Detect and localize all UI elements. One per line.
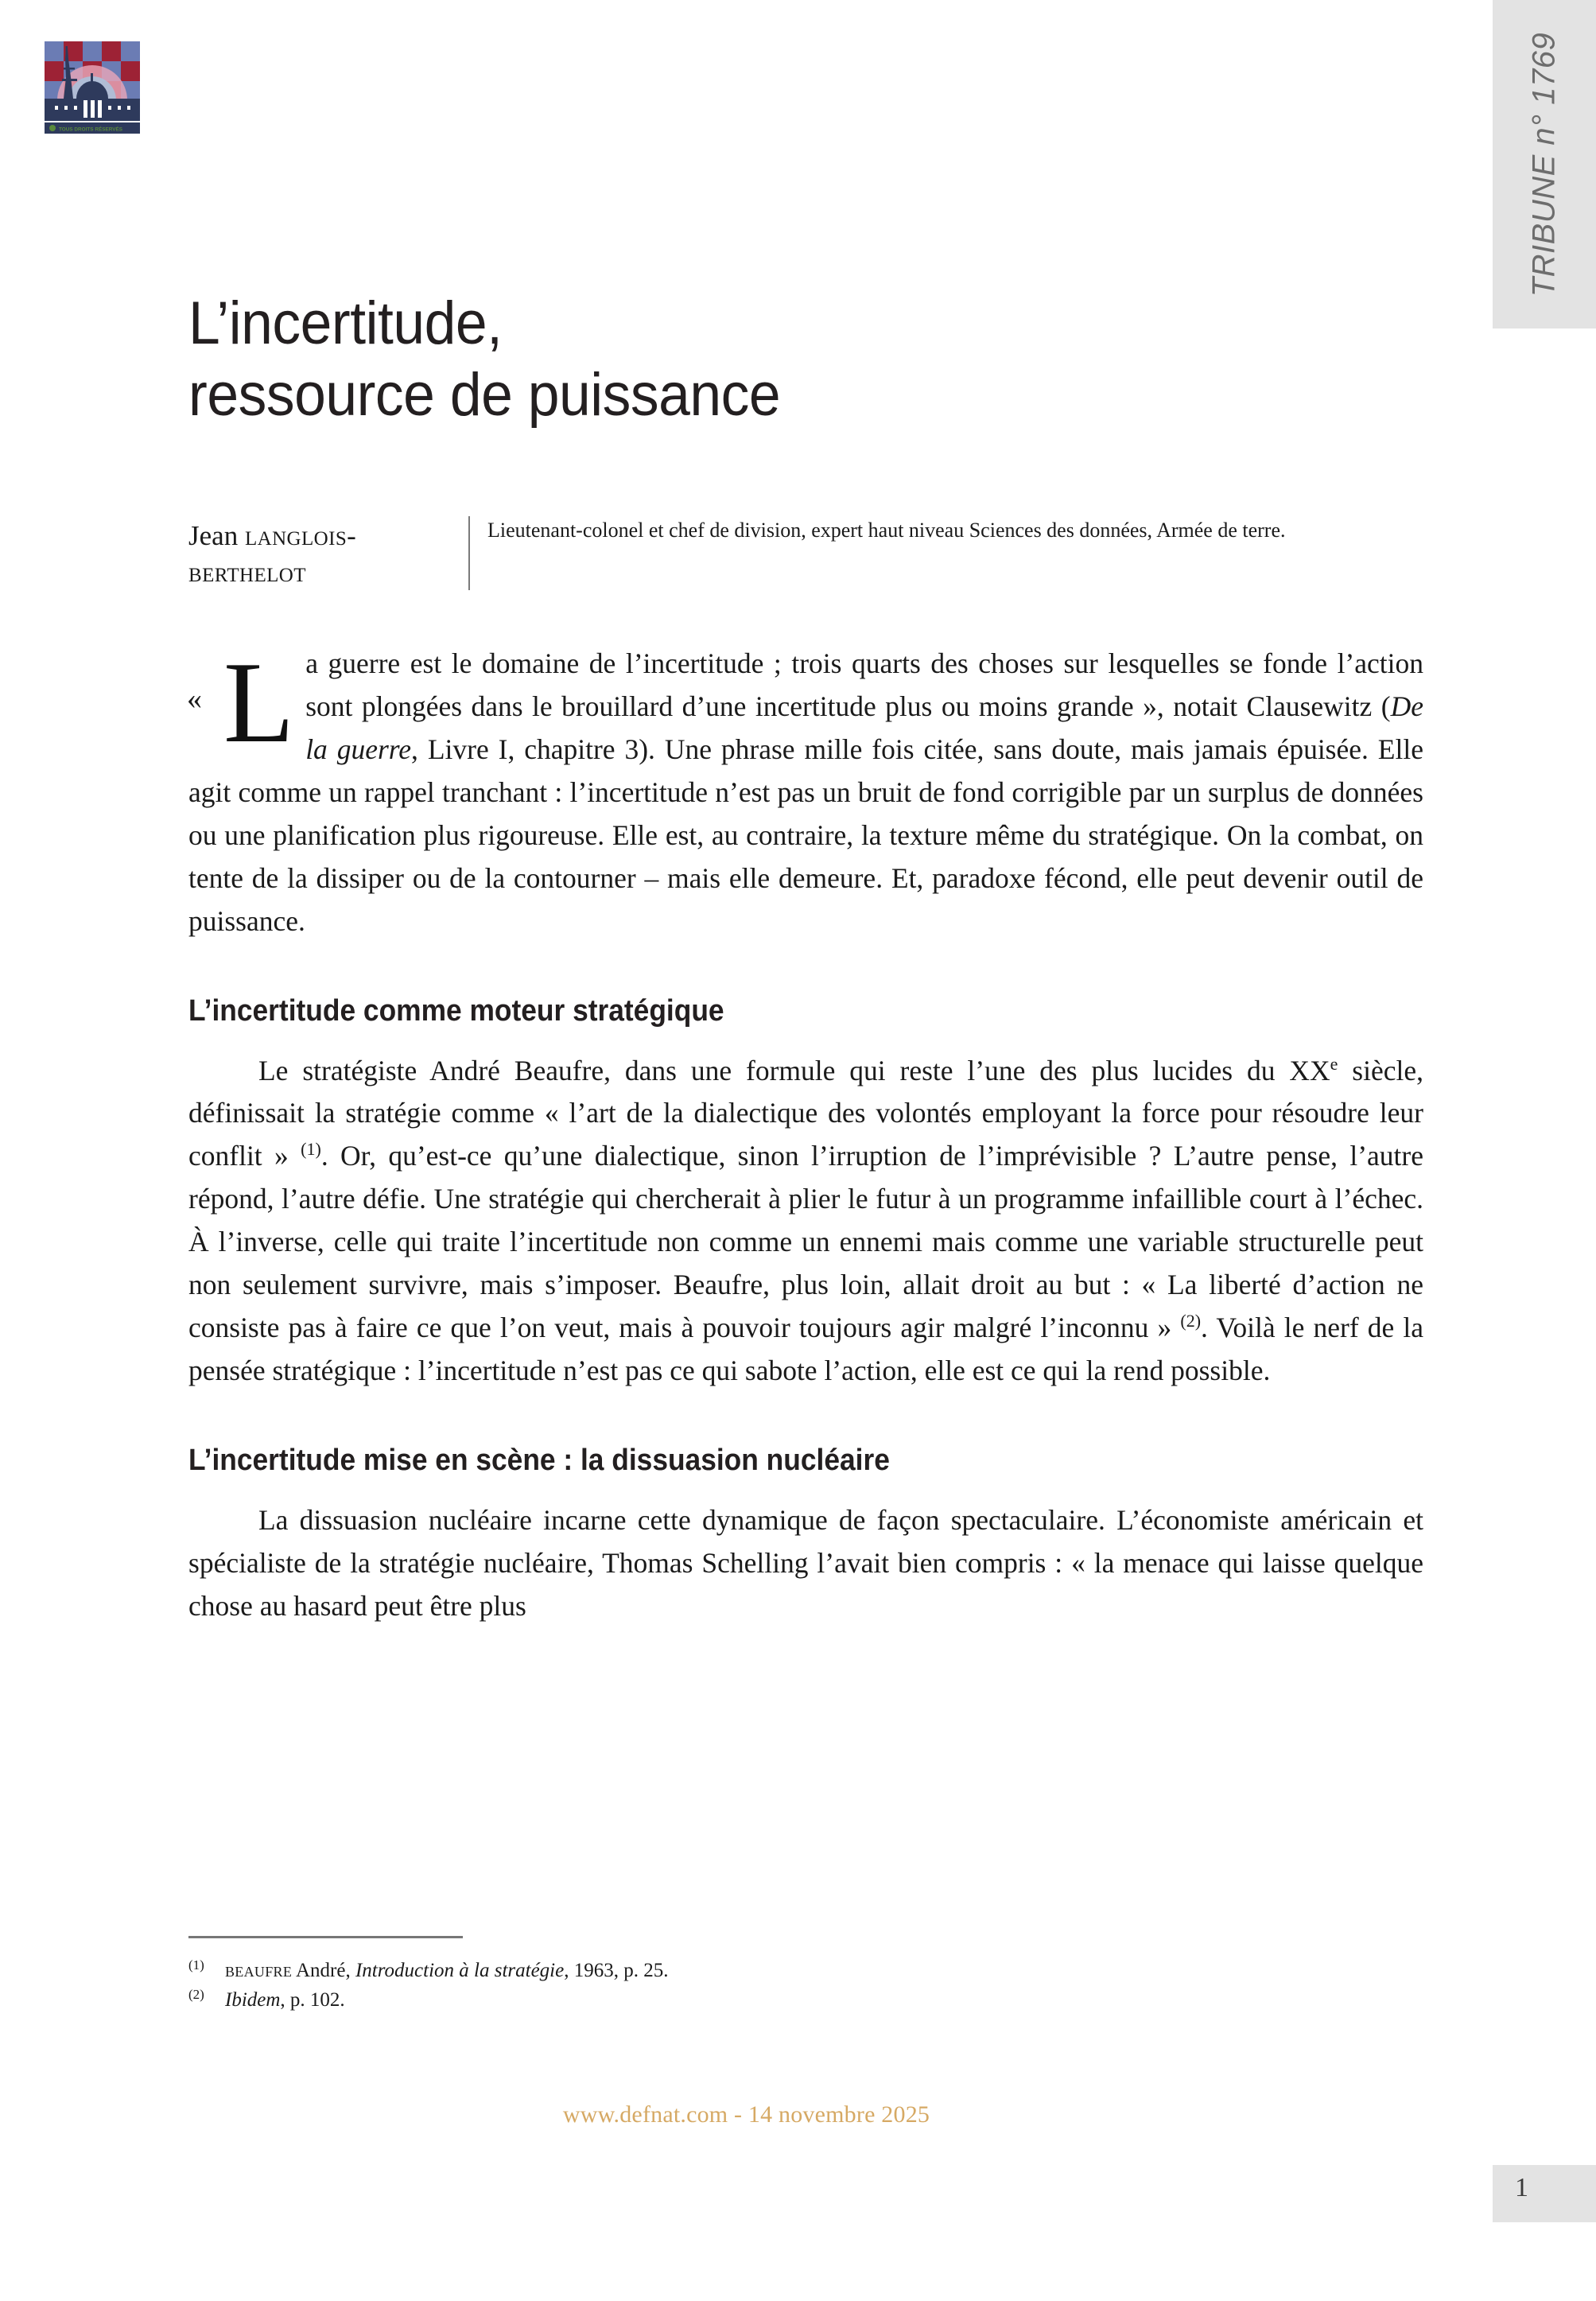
publisher-logo xyxy=(45,41,140,138)
footnote-2-post: , p. 102. xyxy=(280,1989,345,2011)
opening-guillemet: « xyxy=(187,682,202,717)
page-title xyxy=(188,0,1349,430)
logo-icon xyxy=(45,41,140,138)
tribune-number-tab xyxy=(1493,0,1596,328)
byline-divider xyxy=(468,516,470,590)
footnote-item xyxy=(188,1956,1423,1985)
lead-paragraph xyxy=(188,590,1423,943)
drop-cap: L xyxy=(223,638,295,768)
footnote-separator-rule xyxy=(188,1936,463,1938)
footer-url-and-date[interactable]: www.defnat.com - 14 novembre 2025 xyxy=(562,2101,930,2128)
footnote-1-post: , 1963, p. 25. xyxy=(564,1960,669,1981)
page-number-box xyxy=(1493,2165,1596,2222)
footnote-text-1 xyxy=(225,1956,1423,1985)
footnote-item xyxy=(188,1985,1423,2015)
footnote-marker-1: (1) xyxy=(188,1957,204,1973)
page-number: 1 xyxy=(1515,2173,1528,2202)
footnotes-block xyxy=(188,1936,1423,2015)
lead-text-part-2: , Livre I, chapitre 3). Une phrase mille fois citée, sans doute, mais jamais épuisée. Elle agit comme un rappel tranchant : l’incertitude n’est pas un bruit de fond corrigible par un surplus de données ou une planification plus rigoureuse. Elle est, au contraire, la texture même du stratégique. On la combat, on tente de la dissiper ou de la contourner – mais elle demeure. Et, paradoxe fécond, elle peut devenir outil de puissance. xyxy=(188,733,1423,938)
section-heading-2: L’incertitude mise en scène : la dissuasion nucléaire xyxy=(188,1444,890,1478)
footnote-2-title: Ibidem xyxy=(225,1989,281,2011)
footnote-author-1: beaufre xyxy=(225,1960,293,1981)
footnote-1-pre: André, xyxy=(292,1960,355,1981)
tribune-number-label: TRIBUNE n° 1769 xyxy=(1526,32,1562,297)
footnote-marker-2: (2) xyxy=(188,1987,204,2002)
author-role: Lieutenant-colonel et chef de division, expert haut niveau Sciences des données, Armée de terre. xyxy=(487,519,1286,542)
article-body xyxy=(188,590,1423,1627)
section-1-paragraph xyxy=(188,1050,1423,1393)
s1-text-part-2: siècle, définissait la stratégie comme « l’art de la dialectique des volontés employant la force pour résoudre leur conflit » xyxy=(188,1054,1423,1172)
footnote-text-2 xyxy=(225,1985,1423,2015)
author-first-name: Jean xyxy=(188,520,245,552)
article-content xyxy=(188,0,1423,1628)
s1-text-part-1: Le stratégiste André Beaufre, dans une formule qui reste l’une des plus lucides du XX xyxy=(258,1054,1330,1086)
page-title-line-1: L’incertitude, xyxy=(188,290,503,357)
author-name xyxy=(188,516,468,590)
footnote-1-title: Introduction à la stratégie xyxy=(355,1960,565,1981)
footnote-ref-2[interactable]: (2) xyxy=(1180,1311,1202,1331)
page-title-line-2: ressource de puissance xyxy=(188,360,781,429)
lead-text-part-1: a guerre est le domaine de l’incertitude ; trois quarts des choses sur lesquelles se fonde l’action sont plongées dans le brouillard d’une incertitude plus ou moins grande », notait Clausewitz ( xyxy=(305,647,1423,723)
section-heading-1: L’incertitude comme moteur stratégique xyxy=(188,994,724,1028)
author-byline xyxy=(188,516,1423,590)
footnote-ref-1[interactable]: (1) xyxy=(301,1139,321,1160)
ordinal-superscript-e: e xyxy=(1330,1053,1338,1074)
logo-rights-caption: TOUS DROITS RÉSERVÉS xyxy=(59,126,123,133)
s1-text-part-4: . Voilà le nerf de la pensée stratégique : l’incertitude n’est pas ce qui sabote l’action, elle est ce qui la rend possible. xyxy=(188,1312,1424,1387)
s1-text-part-3: . Or, qu’est-ce qu’une dialectique, sinon l’irruption de l’imprévisible ? L’autre pense, l’autre répond, l’autre défie. Une stratégie qui chercherait à plier le futur à un programme infaillible court à l’échec. À l’inverse, celle qui traite l’incertitude non comme un ennemi mais comme une variable structurelle peut non seulement survivre, mais s’imposer. Beaufre, plus loin, allait droit au but : « La liberté d’action ne consiste pas à faire ce que l’on veut, mais à pouvoir toujours agir malgré l’inconnu » xyxy=(188,1140,1424,1344)
author-last-name: langlois-berthelot xyxy=(188,520,357,588)
section-2-paragraph: La dissuasion nucléaire incarne cette dynamique de façon spectaculaire. L’économiste américain et spécialiste de la stratégie nucléaire, Thomas Schelling l’avait bien compris : « la menace qui laisse quelque chose au hasard peut être plus xyxy=(188,1503,1423,1622)
lead-cited-work: De la guerre xyxy=(305,690,1423,766)
